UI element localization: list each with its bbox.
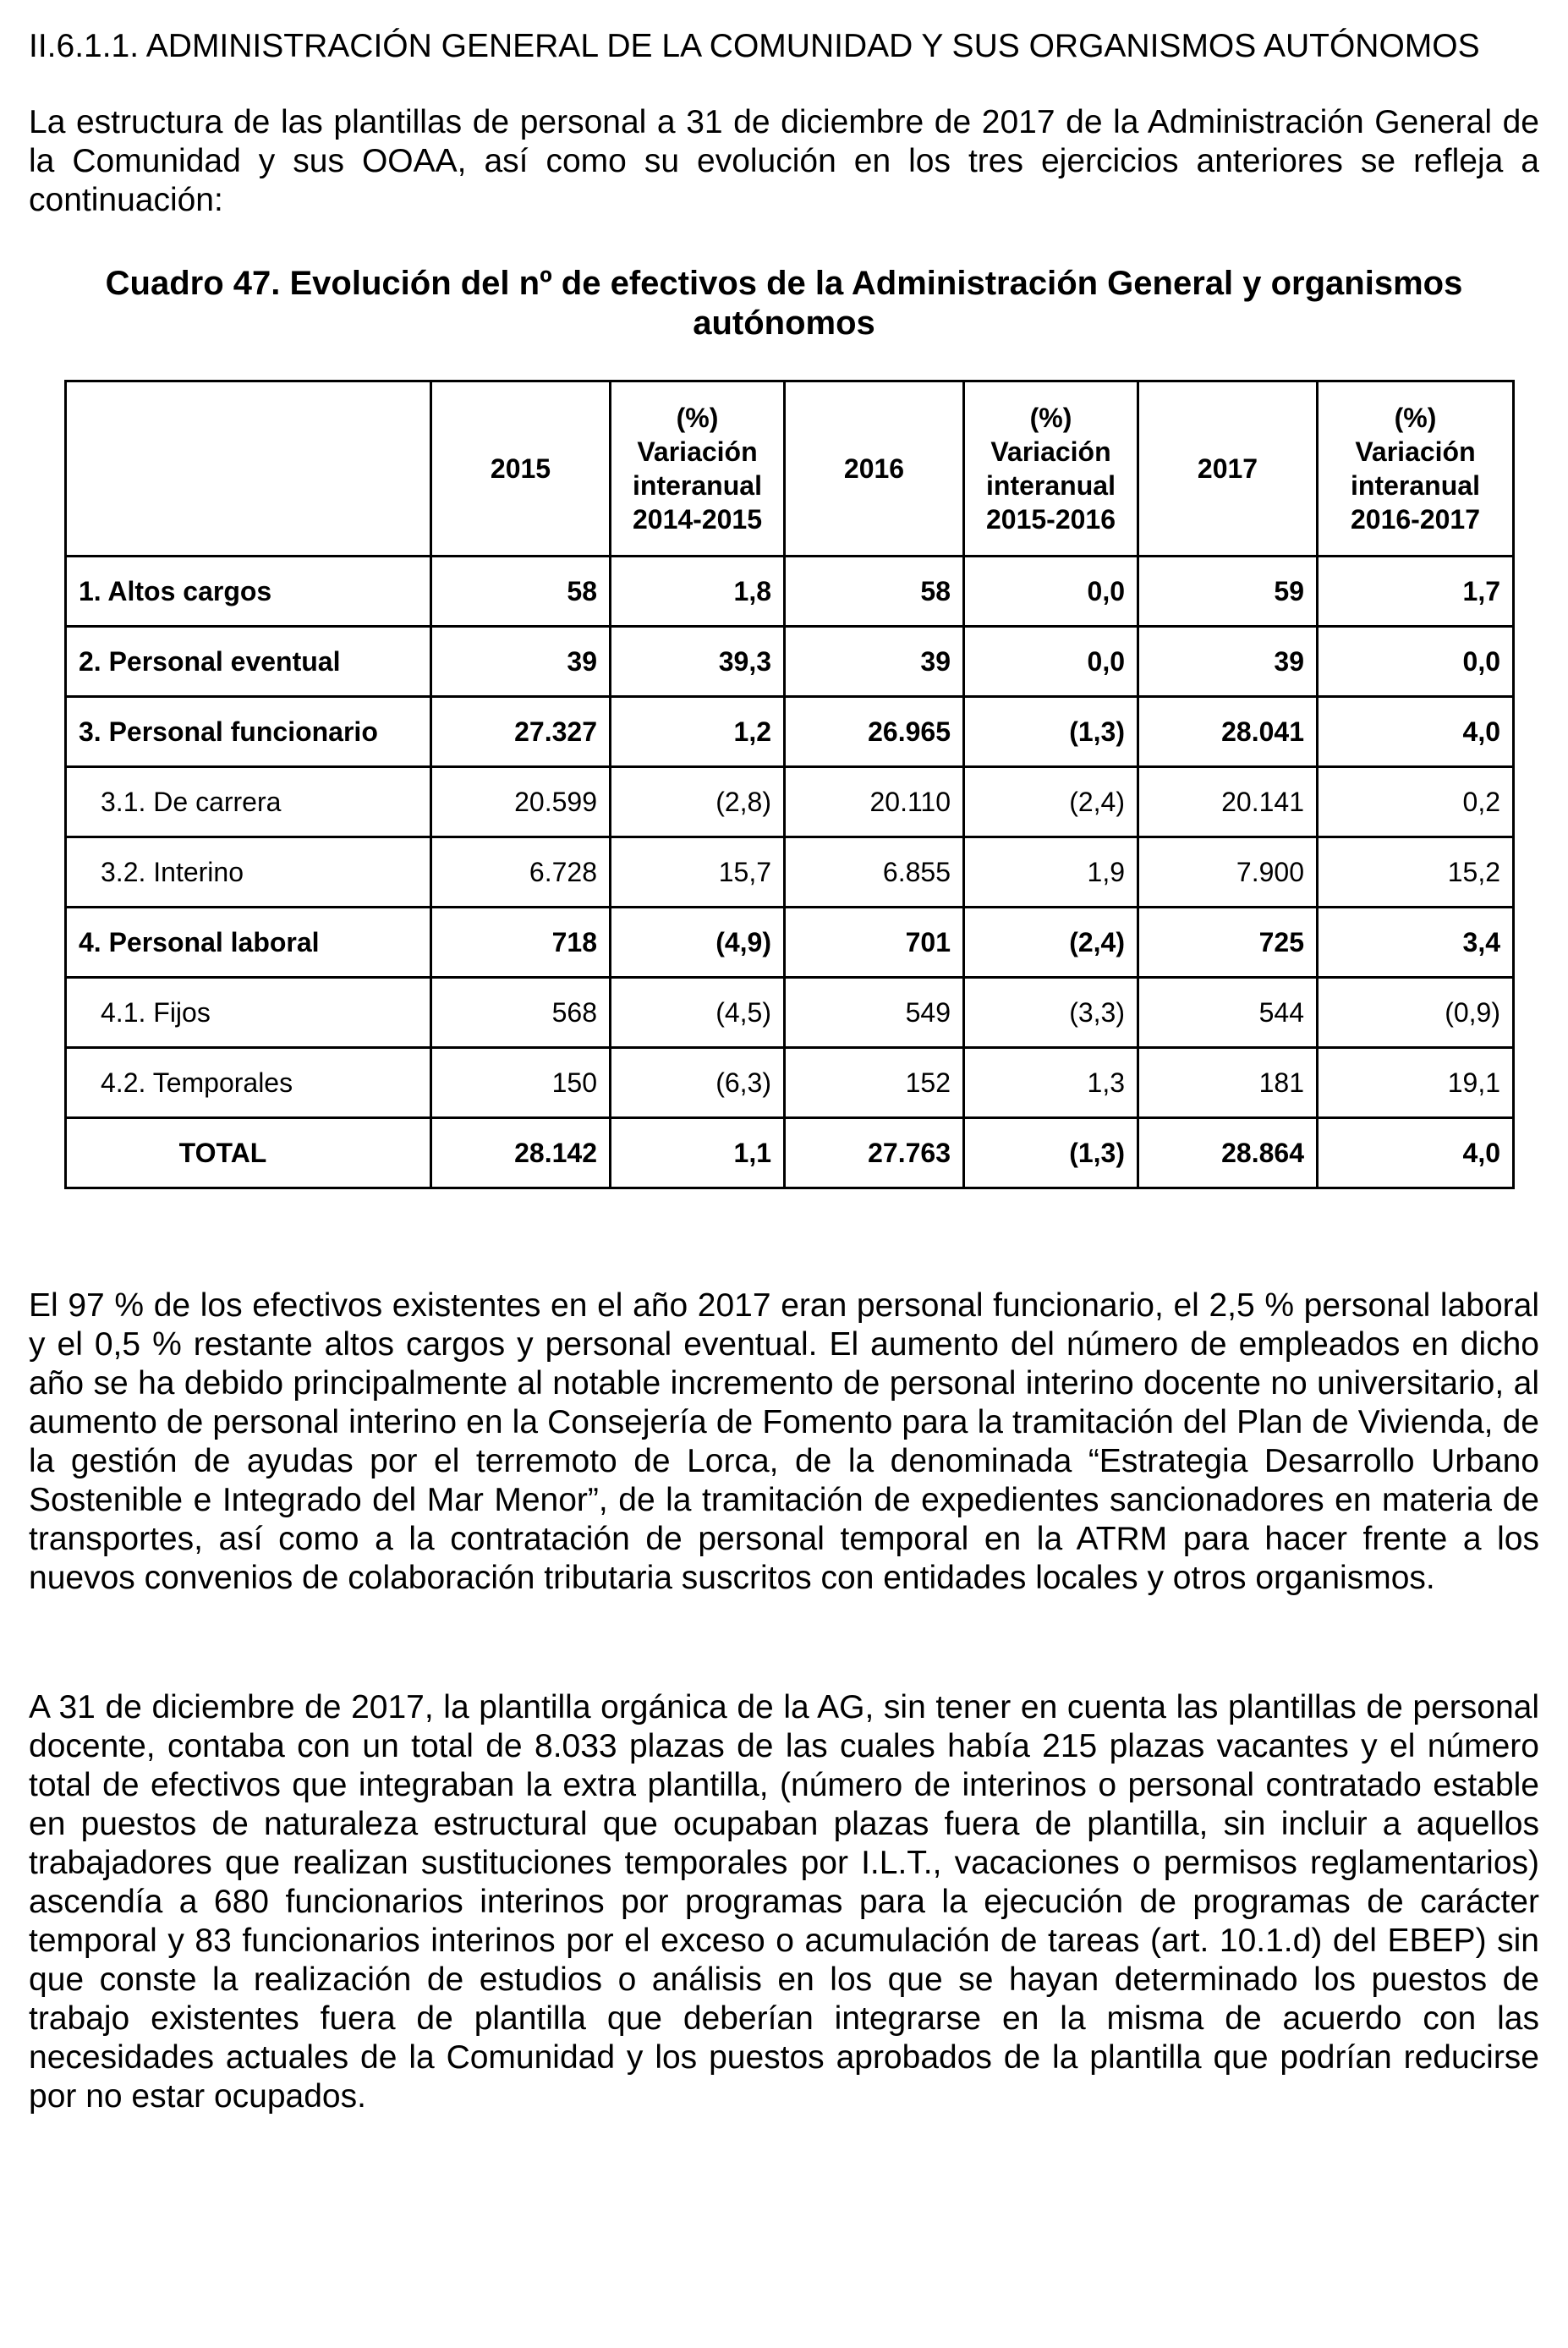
header-line: Variación (637, 436, 758, 467)
header-blank (66, 381, 431, 557)
cell-value: 701 (785, 908, 964, 978)
row-label: 4.1. Fijos (66, 978, 431, 1048)
row-label: 3. Personal funcionario (66, 697, 431, 767)
cell-value: 150 (431, 1048, 611, 1118)
cell-value: 59 (1138, 557, 1318, 627)
cell-value: (6,3) (611, 1048, 785, 1118)
cell-value: (1,3) (964, 1118, 1138, 1188)
cell-value: 27.763 (785, 1118, 964, 1188)
table-row (66, 908, 1514, 978)
header-line: 2016-2017 (1350, 504, 1481, 535)
cell-value: 549 (785, 978, 964, 1048)
cell-value: 1,3 (964, 1048, 1138, 1118)
cell-value: 568 (431, 978, 611, 1048)
row-label: 1. Altos cargos (66, 557, 431, 627)
cell-value: 20.599 (431, 767, 611, 837)
cell-value: 0,0 (1318, 627, 1514, 697)
table-row (66, 1048, 1514, 1118)
table-header-row (66, 381, 1514, 557)
cell-value: 0,0 (964, 557, 1138, 627)
header-line: Variación (990, 436, 1111, 467)
cell-value: 26.965 (785, 697, 964, 767)
cell-value: 0,2 (1318, 767, 1514, 837)
cell-value: (4,5) (611, 978, 785, 1048)
table-row (66, 557, 1514, 627)
cell-value: 4,0 (1318, 1118, 1514, 1188)
cell-value: 39,3 (611, 627, 785, 697)
row-label-total: TOTAL (66, 1118, 431, 1188)
table-row (66, 978, 1514, 1048)
cell-value: 6.855 (785, 837, 964, 908)
header-variation-2015-2016 (964, 381, 1138, 557)
cell-value: 544 (1138, 978, 1318, 1048)
cell-value: 152 (785, 1048, 964, 1118)
cell-value: 28.142 (431, 1118, 611, 1188)
header-line: 2014-2015 (632, 504, 763, 535)
cell-value: 1,2 (611, 697, 785, 767)
table-row (66, 767, 1514, 837)
table-row (66, 627, 1514, 697)
row-label: 4. Personal laboral (66, 908, 431, 978)
header-variation-2014-2015-text (623, 401, 771, 536)
header-variation-2015-2016-text (977, 401, 1125, 536)
header-line: interanual (1351, 470, 1480, 501)
table-row (66, 697, 1514, 767)
table-caption-line-2: autónomos (693, 304, 875, 342)
cell-value: (2,4) (964, 908, 1138, 978)
cell-value: 58 (431, 557, 611, 627)
cell-value: 3,4 (1318, 908, 1514, 978)
cell-value: 15,2 (1318, 837, 1514, 908)
header-line: (%) (676, 403, 719, 433)
cell-value: 7.900 (1138, 837, 1318, 908)
header-variation-2016-2017-text (1330, 401, 1500, 536)
header-2015: 2015 (431, 381, 611, 557)
cell-value: 181 (1138, 1048, 1318, 1118)
cell-value: 39 (431, 627, 611, 697)
cell-value: (2,8) (611, 767, 785, 837)
row-label: 3.2. Interino (66, 837, 431, 908)
cell-value: (4,9) (611, 908, 785, 978)
cell-value: (3,3) (964, 978, 1138, 1048)
cell-value: 718 (431, 908, 611, 978)
cell-value: 0,0 (964, 627, 1138, 697)
cell-value: 1,8 (611, 557, 785, 627)
table-caption (29, 264, 1539, 343)
analysis-paragraph: El 97 % de los efectivos existentes en el año 2017 eran personal funcionario, el 2,5 % personal laboral y el 0,5 % restante altos cargos y personal eventual. El aumento del número de empleados en dicho año se ha debido principalmente al notable incremento de personal interino docente no universitario, al aumento de personal interino en la Consejería de Fomento para la tramitación del Plan de Vivienda, de la gestión de ayudas por el terremoto de Lorca, de la denominada “Estrategia Desarrollo Urbano Sostenible e Integrado del Mar Menor”, de la tramitación de expedientes sancionadores en materia de transportes, así como a la contratación de personal temporal en la ATRM para hacer frente a los nuevos convenios de colaboración tributaria suscritos con entidades locales y otros organismos. (29, 1287, 1539, 1596)
cell-value: 1,7 (1318, 557, 1514, 627)
header-line: interanual (633, 470, 762, 501)
cell-value: 28.864 (1138, 1118, 1318, 1188)
cell-value: 19,1 (1318, 1048, 1514, 1118)
cell-value: 6.728 (431, 837, 611, 908)
header-variation-2016-2017 (1318, 381, 1514, 557)
header-line: 2015-2016 (985, 504, 1116, 535)
staff-evolution-table (64, 380, 1515, 1189)
cell-value: 28.041 (1138, 697, 1318, 767)
cell-value: (2,4) (964, 767, 1138, 837)
header-line: interanual (986, 470, 1116, 501)
cell-value: 27.327 (431, 697, 611, 767)
cell-value: 4,0 (1318, 697, 1514, 767)
header-variation-2014-2015 (611, 381, 785, 557)
table-row (66, 837, 1514, 908)
table-row-total (66, 1118, 1514, 1188)
cell-value: 39 (1138, 627, 1318, 697)
cell-value: 15,7 (611, 837, 785, 908)
header-line: (%) (1029, 403, 1072, 433)
cell-value: (0,9) (1318, 978, 1514, 1048)
cell-value: (1,3) (964, 697, 1138, 767)
intro-paragraph: La estructura de las plantillas de personal a 31 de diciembre de 2017 de la Administración General de la Comunidad y sus OOAA, así como su evolución en los tres ejercicios anteriores se refleja a continuación: (29, 104, 1539, 218)
row-label: 3.1. De carrera (66, 767, 431, 837)
cell-value: 1,9 (964, 837, 1138, 908)
header-line: Variación (1355, 436, 1476, 467)
row-label: 4.2. Temporales (66, 1048, 431, 1118)
cell-value: 39 (785, 627, 964, 697)
cell-value: 725 (1138, 908, 1318, 978)
section-heading: II.6.1.1. ADMINISTRACIÓN GENERAL DE LA COMUNIDAD Y SUS ORGANISMOS AUTÓNOMOS (29, 28, 1480, 64)
staffing-paragraph: A 31 de diciembre de 2017, la plantilla orgánica de la AG, sin tener en cuenta las plantillas de personal docente, contaba con un total de 8.033 plazas de las cuales había 215 plazas vacantes y el número total de efectivos que integraban la extra plantilla, (número de interinos o personal contratado estable en puestos de naturaleza estructural que ocupaban plazas fuera de plantilla, sin incluir a aquellos trabajadores que realizan sustituciones temporales por I.L.T., vacaciones o permisos reglamentarios) ascendía a 680 funcionarios interinos por programas para la ejecución de programas de carácter temporal y 83 funcionarios interinos por el exceso o acumulación de tareas (art. 10.1.d) del EBEP) sin que conste la realización de estudios o análisis en los que se hayan determinado los puestos de trabajo existentes fuera de plantilla que deberían integrarse en la misma de acuerdo con las necesidades actuales de la Comunidad y los puestos aprobados de la plantilla que podrían reducirse por no estar ocupados. (29, 1689, 1539, 2115)
row-label: 2. Personal eventual (66, 627, 431, 697)
cell-value: 20.110 (785, 767, 964, 837)
header-line: (%) (1394, 403, 1437, 433)
header-2017: 2017 (1138, 381, 1318, 557)
cell-value: 20.141 (1138, 767, 1318, 837)
cell-value: 58 (785, 557, 964, 627)
cell-value: 1,1 (611, 1118, 785, 1188)
table-caption-line-1: Cuadro 47. Evolución del nº de efectivos de la Administración General y organismos (105, 265, 1463, 302)
header-2016: 2016 (785, 381, 964, 557)
